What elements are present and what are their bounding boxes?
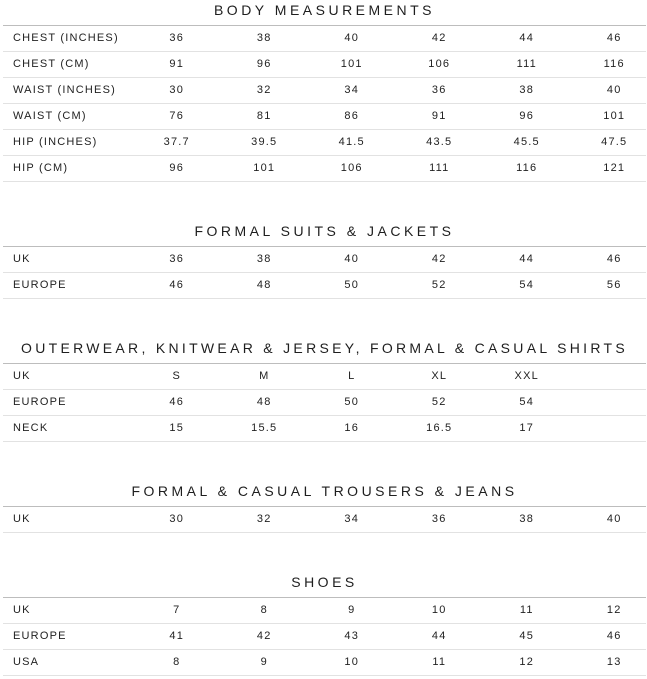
table-cell: 42	[256, 630, 272, 642]
table-cell: 106	[340, 162, 363, 174]
table-cell: 36	[431, 513, 447, 525]
row-label: HIP (CM)	[13, 162, 69, 174]
section-title: FORMAL SUITS & JACKETS	[194, 223, 455, 239]
table-cell: 41	[169, 630, 185, 642]
table-row	[3, 364, 646, 390]
row-label: CHEST (INCHES)	[13, 32, 119, 44]
table-cell: 12	[606, 604, 622, 616]
table-cell: 12	[519, 656, 535, 668]
table-cell: 16.5	[426, 422, 453, 434]
table-cell: 38	[519, 513, 535, 525]
table-cell: 36	[431, 84, 447, 96]
table-cell: 47.5	[601, 136, 628, 148]
row-label: CHEST (CM)	[13, 58, 90, 70]
table-row	[3, 130, 646, 156]
table-cell: 52	[431, 279, 447, 291]
table-cell	[571, 390, 647, 415]
table-cell: 40	[344, 253, 360, 265]
table-row	[3, 507, 646, 533]
table-row	[3, 416, 646, 442]
table-cell: 13	[606, 656, 622, 668]
table-cell: 42	[431, 253, 447, 265]
section-outerwear-shirts	[3, 339, 646, 442]
table-cell: 76	[169, 110, 185, 122]
row-label: UK	[13, 370, 31, 382]
table-cell: L	[348, 370, 356, 382]
table-cell: 15.5	[251, 422, 278, 434]
table-cell: 38	[519, 84, 535, 96]
table-cell: 30	[169, 513, 185, 525]
table-cell: 10	[431, 604, 447, 616]
row-label: UK	[13, 253, 31, 265]
table-cell: 11	[519, 604, 534, 616]
table-cell: 46	[606, 630, 622, 642]
row-label: UK	[13, 513, 31, 525]
table-cell: 48	[256, 396, 272, 408]
table-row	[3, 598, 646, 624]
table-cell: XXL	[514, 370, 539, 382]
table-cell: 43.5	[426, 136, 453, 148]
section-trousers-jeans	[3, 482, 646, 533]
table-cell: 101	[603, 110, 626, 122]
table-cell: 56	[606, 279, 622, 291]
row-label: UK	[13, 604, 31, 616]
table-cell: 111	[429, 162, 450, 174]
table-cell: 96	[169, 162, 185, 174]
table-cell: 121	[603, 162, 626, 174]
table-cell: 44	[519, 253, 535, 265]
table-cell: 36	[169, 32, 185, 44]
row-label: EUROPE	[13, 396, 67, 408]
row-label: USA	[13, 656, 40, 668]
table-cell: 41.5	[338, 136, 365, 148]
size-table	[3, 25, 646, 182]
table-cell: 9	[348, 604, 356, 616]
table-cell: 46	[169, 279, 185, 291]
table-cell: 8	[260, 604, 268, 616]
table-cell	[571, 364, 647, 389]
table-cell: 44	[519, 32, 535, 44]
table-cell: 7	[173, 604, 181, 616]
table-cell: 48	[256, 279, 272, 291]
table-row	[3, 26, 646, 52]
table-row	[3, 390, 646, 416]
table-cell: 106	[428, 58, 451, 70]
row-label: WAIST (INCHES)	[13, 84, 116, 96]
table-cell: 11	[432, 656, 447, 668]
table-cell: XL	[431, 370, 448, 382]
table-cell: 34	[344, 513, 360, 525]
table-cell: 15	[169, 422, 185, 434]
table-row	[3, 156, 646, 182]
section-formal-suits-jackets	[3, 222, 646, 299]
row-label: EUROPE	[13, 279, 67, 291]
table-cell: 17	[519, 422, 535, 434]
table-cell: 91	[169, 58, 185, 70]
section-shoes	[3, 573, 646, 676]
table-cell: 34	[344, 84, 360, 96]
table-cell: 44	[431, 630, 447, 642]
size-table	[3, 597, 646, 676]
table-row	[3, 78, 646, 104]
table-cell: M	[259, 370, 270, 382]
table-row	[3, 650, 646, 676]
table-cell: 86	[344, 110, 360, 122]
table-cell: 50	[344, 279, 360, 291]
row-label: NECK	[13, 422, 49, 434]
table-cell: 37.7	[163, 136, 190, 148]
section-body-measurements	[3, 1, 646, 182]
section-title: OUTERWEAR, KNITWEAR & JERSEY, FORMAL & CASUAL SHIRTS	[21, 340, 628, 356]
table-cell: 42	[431, 32, 447, 44]
table-cell: 46	[169, 396, 185, 408]
table-cell: 36	[169, 253, 185, 265]
table-cell: S	[172, 370, 182, 382]
table-cell: 16	[344, 422, 360, 434]
table-cell: 111	[516, 58, 537, 70]
table-row	[3, 624, 646, 650]
table-cell: 96	[519, 110, 535, 122]
table-cell: 101	[340, 58, 363, 70]
table-row	[3, 104, 646, 130]
table-cell: 46	[606, 32, 622, 44]
table-cell: 32	[256, 84, 272, 96]
table-cell: 8	[173, 656, 181, 668]
table-cell: 101	[253, 162, 276, 174]
table-cell: 54	[519, 279, 535, 291]
size-table	[3, 506, 646, 533]
table-cell: 50	[344, 396, 360, 408]
row-label: EUROPE	[13, 630, 67, 642]
row-label: HIP (INCHES)	[13, 136, 98, 148]
table-cell: 32	[256, 513, 272, 525]
section-title: SHOES	[291, 574, 358, 590]
section-title: FORMAL & CASUAL TROUSERS & JEANS	[131, 483, 518, 499]
size-table	[3, 363, 646, 442]
table-cell: 40	[344, 32, 360, 44]
table-cell	[571, 416, 647, 441]
table-cell: 91	[431, 110, 447, 122]
table-cell: 38	[256, 253, 272, 265]
table-cell: 45.5	[513, 136, 540, 148]
table-cell: 43	[344, 630, 360, 642]
table-cell: 52	[431, 396, 447, 408]
size-table	[3, 246, 646, 299]
table-cell: 38	[256, 32, 272, 44]
table-cell: 54	[519, 396, 535, 408]
table-cell: 39.5	[251, 136, 278, 148]
table-cell: 10	[344, 656, 360, 668]
table-cell: 40	[606, 84, 622, 96]
row-label: WAIST (CM)	[13, 110, 87, 122]
table-cell: 9	[260, 656, 268, 668]
table-row	[3, 52, 646, 78]
table-cell: 116	[516, 162, 538, 174]
table-cell: 46	[606, 253, 622, 265]
table-cell: 81	[256, 110, 272, 122]
table-cell: 116	[603, 58, 625, 70]
table-row	[3, 273, 646, 299]
table-cell: 96	[256, 58, 272, 70]
table-cell: 30	[169, 84, 185, 96]
section-title: BODY MEASUREMENTS	[213, 2, 436, 18]
table-row	[3, 247, 646, 273]
table-cell: 45	[519, 630, 535, 642]
table-cell: 40	[606, 513, 622, 525]
